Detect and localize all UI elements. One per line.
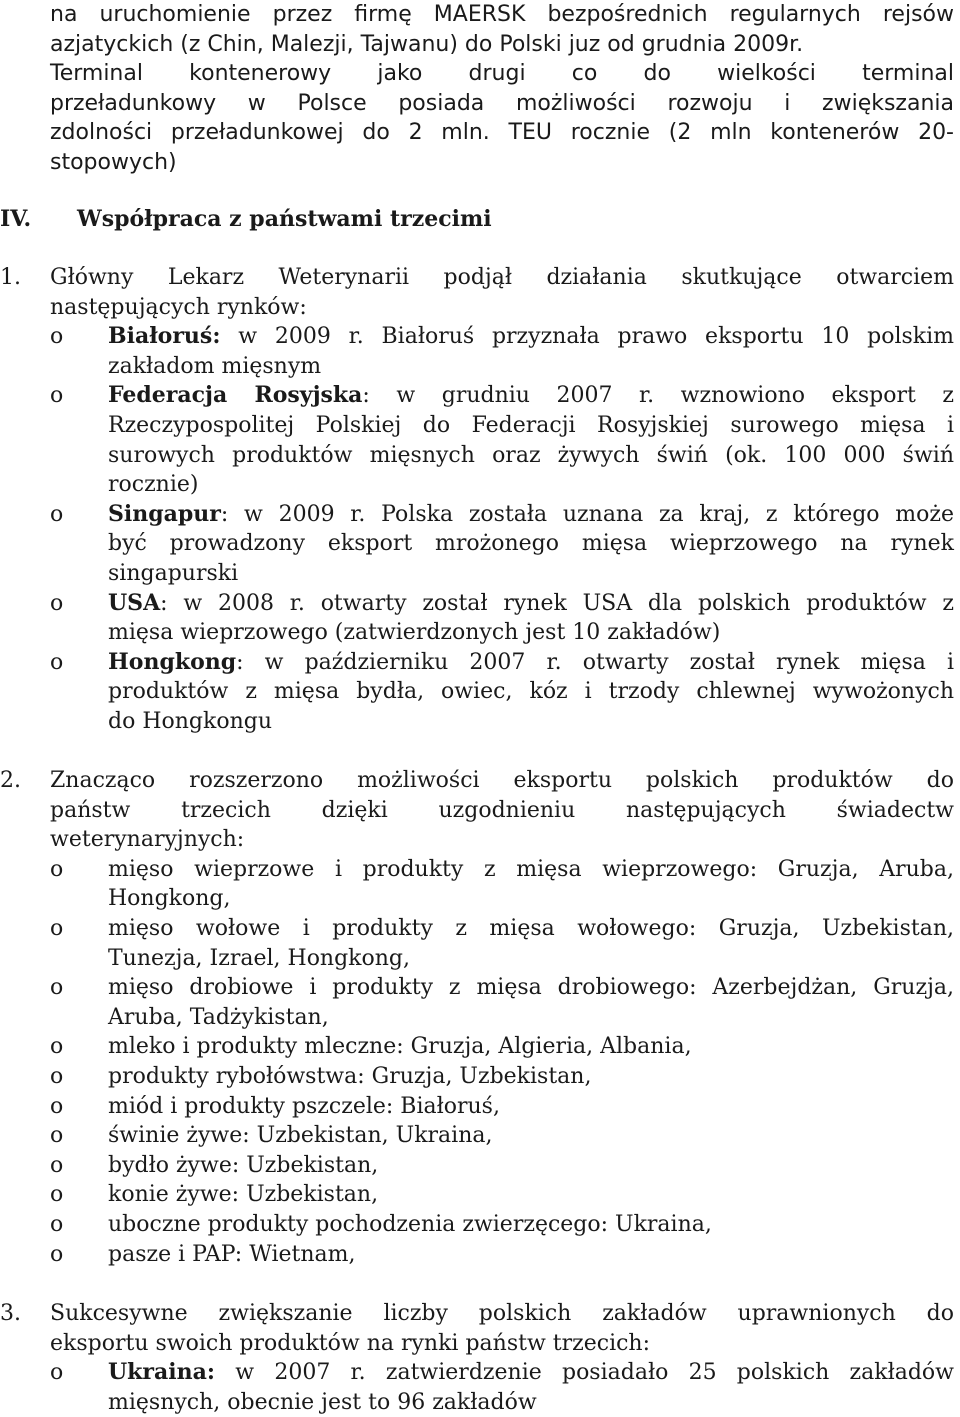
list-item (0, 1180, 960, 1210)
text-line: mięso wołowe i produkty z mięsa wołowego: Gruzja, Uzbekistan, (108, 915, 954, 941)
text-line: pasze i PAP: Wietnam, (108, 1241, 356, 1267)
list-item (0, 322, 960, 381)
list-item (0, 1358, 960, 1417)
bullet-marker: o (50, 975, 64, 1001)
text-line: Sukcesywne zwiększanie liczby polskich zakładów uprawnionych do (50, 1301, 954, 1326)
list-item (0, 1210, 960, 1240)
bullet-marker: o (50, 1152, 64, 1178)
bullet-marker: o (50, 1063, 64, 1089)
list-item (0, 1092, 960, 1122)
point-number: 1. (0, 265, 21, 290)
bullet-marker: o (50, 1241, 64, 1267)
list-item (0, 1240, 960, 1270)
text-line: państw trzecich dzięki uzgodnieniu następujących świadectw (50, 797, 954, 823)
item-text: w 2009 r. Białoruś przyznała prawo eksportu 10 polskim (220, 324, 954, 350)
text-line (108, 648, 954, 678)
text-line (108, 322, 954, 352)
list-item (0, 855, 960, 914)
point-1 (0, 263, 960, 737)
list-item (0, 1151, 960, 1181)
text-line: rocznie) (108, 472, 199, 498)
intro-line: zdolności przeładunkowej do 2 mln. TEU rocznie (2 mln kontenerów 20- (50, 120, 954, 146)
text-line: mleko i produkty mleczne: Gruzja, Algieria, Albania, (108, 1034, 692, 1060)
section-title: Współpraca z państwami trzecimi (77, 206, 492, 232)
text-line: mięsnych, obecnie jest to 96 zakładów (108, 1389, 537, 1415)
text-line (108, 381, 954, 411)
intro-line: Terminal kontenerowy jako drugi co do wielkości terminal (50, 61, 954, 87)
section-heading (0, 204, 960, 234)
text-line: Hongkong, (108, 886, 231, 912)
text-line: konie żywe: Uzbekistan, (108, 1182, 379, 1208)
list-item (0, 381, 960, 499)
intro-line: azjatyckich (z Chin, Malezji, Tajwanu) do Polski juz od grudnia 2009r. (50, 31, 804, 57)
text-line (108, 589, 954, 619)
text-line: surowych produktów mięsnych oraz żywych świń (ok. 100 000 świń (108, 442, 954, 468)
item-text: : w 2008 r. otwarty został rynek USA dla polskich produktów z (160, 590, 954, 616)
text-line (108, 1358, 954, 1388)
list-item (0, 1121, 960, 1151)
country-name: Białoruś: (108, 323, 221, 350)
country-name: USA (108, 589, 161, 616)
point-2 (0, 766, 960, 1269)
country-name: Singapur (108, 500, 221, 527)
text-line: mięso drobiowe i produkty z mięsa drobiowego: Azerbejdżan, Gruzja, (108, 975, 954, 1001)
text-line: Rzeczypospolitej Polskiej do Federacji Rosyjskiej surowego mięsa i (108, 412, 954, 438)
text-line: mięsa wieprzowego (zatwierdzonych jest 10 zakładów) (108, 620, 721, 646)
country-name: Hongkong (108, 648, 237, 675)
bullet-marker: o (50, 1034, 64, 1060)
point-3-text (0, 1299, 960, 1358)
text-line: uboczne produkty pochodzenia zwierzęcego: Ukraina, (108, 1211, 712, 1237)
text-line: eksportu swoich produktów na rynki państw trzecich: (50, 1330, 651, 1356)
text-line: Znacząco rozszerzono możliwości eksportu polskich produktów do (50, 768, 954, 793)
list-item (0, 1032, 960, 1062)
text-line: Główny Lekarz Weterynarii podjął działania skutkujące otwarciem (50, 265, 954, 290)
intro-line: stopowych) (50, 149, 177, 175)
item-text: w 2007 r. zatwierdzenie posiadało 25 polskich zakładów (215, 1360, 954, 1386)
bullet-marker: o (50, 856, 64, 882)
item-text: : w grudniu 2007 r. wznowiono eksport z (362, 383, 954, 409)
country-name: Federacja Rosyjska (108, 382, 363, 409)
intro-line: na uruchomienie przez firmę MAERSK bezpośrednich regularnych rejsów (50, 2, 954, 27)
bullet-marker: o (50, 1182, 64, 1208)
bullet-marker: o (50, 501, 64, 527)
text-line: zakładom mięsnym (108, 353, 322, 379)
list-item (0, 648, 960, 737)
bullet-marker: o (50, 1360, 64, 1386)
text-line: do Hongkongu (108, 708, 273, 734)
list-item (0, 973, 960, 1032)
point-1-text (0, 263, 960, 322)
bullet-marker: o (50, 649, 64, 675)
list-item (0, 914, 960, 973)
text-line: weterynaryjnych: (50, 827, 245, 853)
text-line: produktów z mięsa bydła, owiec, kóz i trzody chlewnej wywożonych (108, 679, 954, 705)
text-line (108, 500, 954, 530)
text-line: świnie żywe: Uzbekistan, Ukraina, (108, 1123, 493, 1149)
point-number: 3. (0, 1301, 21, 1326)
bullet-marker: o (50, 915, 64, 941)
text-line: miód i produkty pszczele: Białoruś, (108, 1093, 500, 1119)
text-line: Tunezja, Izrael, Hongkong, (108, 945, 411, 971)
bullet-marker: o (50, 324, 64, 350)
intro-paragraph (50, 0, 954, 178)
item-text: : w 2009 r. Polska została uznana za kraj, z którego może (220, 501, 954, 527)
intro-line: przeładunkowy w Polsce posiada możliwości rozwoju i zwiększania (50, 90, 954, 116)
bullet-marker: o (50, 1123, 64, 1149)
bullet-marker: o (50, 383, 64, 409)
point-number: 2. (0, 768, 21, 793)
text-line: być prowadzony eksport mrożonego mięsa wieprzowego na rynek (108, 531, 954, 557)
item-text: : w październiku 2007 r. otwarty został rynek mięsa i (236, 649, 954, 675)
bullet-marker: o (50, 1093, 64, 1119)
country-name: Ukraina: (108, 1359, 216, 1386)
bullet-marker: o (50, 1211, 64, 1237)
point-2-text (0, 766, 960, 855)
text-line: Aruba, Tadżykistan, (108, 1004, 329, 1030)
text-line: singapurski (108, 560, 239, 586)
text-line: następujących rynków: (50, 294, 307, 320)
text-line: mięso wieprzowe i produkty z mięsa wieprzowego: Gruzja, Aruba, (108, 856, 954, 882)
list-item (0, 589, 960, 648)
text-line: bydło żywe: Uzbekistan, (108, 1152, 379, 1178)
list-item (0, 1062, 960, 1092)
text-line: produkty rybołówstwa: Gruzja, Uzbekistan, (108, 1063, 592, 1089)
list-item (0, 500, 960, 589)
section-number: IV. (0, 206, 32, 232)
bullet-marker: o (50, 590, 64, 616)
point-3 (0, 1299, 960, 1417)
